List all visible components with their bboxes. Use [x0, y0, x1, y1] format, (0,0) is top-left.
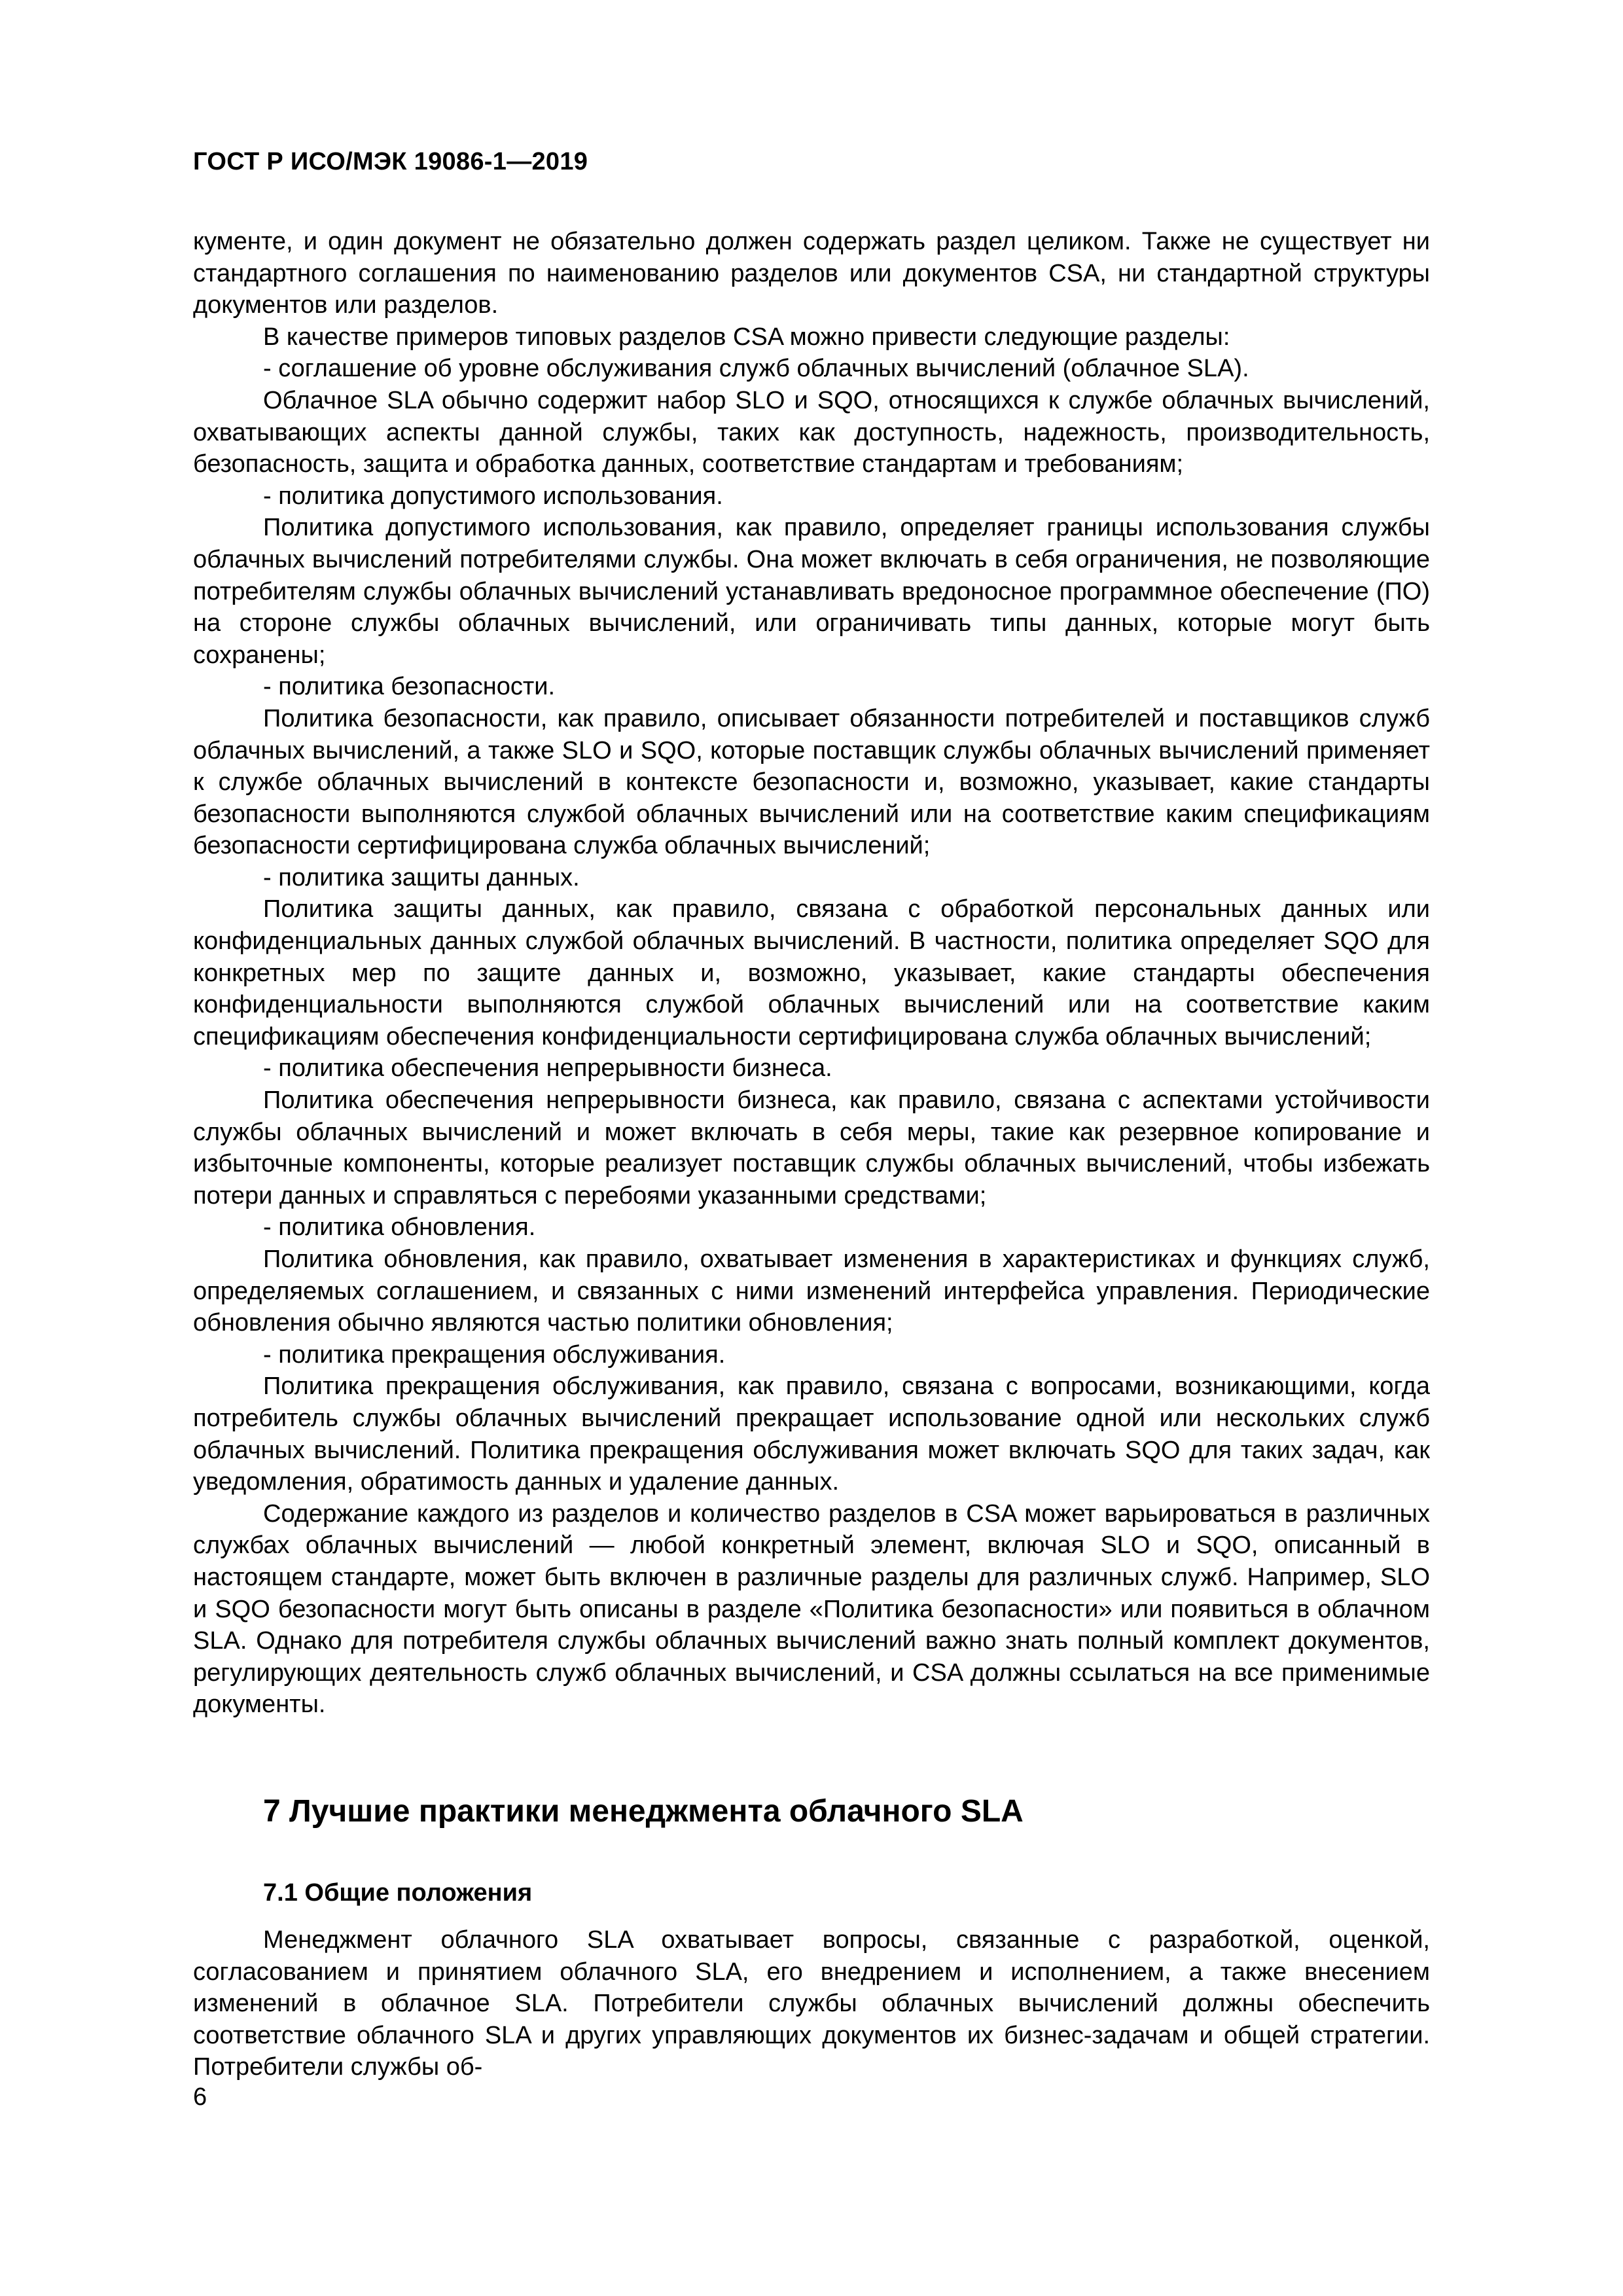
paragraph: Политика допустимого использования, как правило, определяет границы использования службы облачных вычислений потребителями службы. Она может включать в себя ограничения, не позволяющие потребителям службы облачных вычислений устанавливать вредоносное программное обеспечение (ПО) на стороне службы облачных вычислений, или ограничивать типы данных, которые могут быть сохранены; — [193, 514, 1430, 669]
paragraph: Политика защиты данных, как правило, связана с обработкой персональных данных или конфиденциальных данных службой облачных вычислений. В частности, политика определяет SQO для конкретных мер по защите данных и, возможно, указывает, какие стандарты обеспечения конфиденциальности выполняются службой облачных вычислений или на соответствие каким спецификациям обеспечения конфиденциальности сертифицирована служба облачных вычислений; — [193, 895, 1430, 1050]
paragraph: Политика прекращения обслуживания, как правило, связана с вопросами, возникающими, когда потребитель службы облачных вычислений прекращает использование одной или нескольких служб облачных вычислений. Политика прекращения обслуживания может включать SQO для таких задач, как уведомления, обратимость данных и удаление данных. — [193, 1372, 1430, 1496]
body-text — [193, 226, 1430, 1721]
subsection-heading: 7.1 Общие положения — [263, 1879, 533, 1907]
list-item: - политика обновления. — [263, 1213, 536, 1242]
paragraph: Политика обеспечения непрерывности бизнеса, как правило, связана с аспектами устойчивости службы облачных вычислений и может включать в себя меры, такие как резервное копирование и избыточные компоненты, которые реализует поставщик службы облачных вычислений, чтобы избежать потери данных и справляться с перебоями указанными средствами; — [193, 1086, 1430, 1210]
section-heading: 7 Лучшие практики менеджмента облачного SLA — [263, 1794, 1024, 1829]
paragraph: Облачное SLA обычно содержит набор SLO и SQO, относящихся к службе облачных вычислений, охватывающих аспекты данной службы, таких как доступность, надежность, производительность, безопасность, защита и обработка данных, соответствие стандартам и требованиям; — [193, 386, 1430, 478]
list-item: - политика защиты данных. — [263, 863, 580, 891]
document-code-header: ГОСТ Р ИСО/МЭК 19086-1—2019 — [193, 148, 588, 175]
list-item: - политика допустимого использования. — [263, 482, 723, 510]
list-item: - политика прекращения обслуживания. — [263, 1340, 726, 1369]
paragraph: В качестве примеров типовых разделов CSA можно привести следующие разделы: — [263, 323, 1230, 351]
page-number: 6 — [193, 2083, 207, 2111]
section-body-text — [193, 1924, 1430, 2083]
list-item: - политика безопасности. — [263, 673, 556, 701]
paragraph: Политика обновления, как правило, охватывает изменения в характеристиках и функциях служб, определяемых соглашением, и связанных с ними изменений интерфейса управления. Периодические обновления обычно являются частью политики обновления; — [193, 1246, 1430, 1337]
paragraph: Менеджмент облачного SLA охватывает вопросы, связанные с разработкой, оценкой, согласованием и принятием облачного SLA, его внедрением и исполнением, а также внесением изменений в облачное SLA. Потребители службы облачных вычислений должны обеспечить соответствие облачного SLA и других управляющих документов их бизнес-задачам и общей стратегии. Потребители службы об- — [193, 1926, 1430, 2081]
paragraph: Политика безопасности, как правило, описывает обязанности потребителей и поставщиков служб облачных вычислений, а также SLO и SQO, которые поставщик службы облачных вычислений применяет к службе облачных вычислений в контексте безопасности и, возможно, указывает, какие стандарты безопасности выполняются службой облачных вычислений или на соответствие каким спецификациям безопасности сертифицирована служба облачных вычислений; — [193, 704, 1430, 860]
list-item: - политика обеспечения непрерывности бизнеса. — [263, 1054, 832, 1083]
paragraph: Содержание каждого из разделов и количество разделов в CSA может варьироваться в различных службах облачных вычислений — любой конкретный элемент, включая SLO и SQO, описанный в настоящем стандарте, может быть включен в различные разделы для различных служб. Например, SLO и SQO безопасности могут быть описаны в разделе «Политика безопасности» или появиться в облачном SLA. Однако для потребителя службы облачных вычислений важно знать полный комплект документов, регулирующих деятельность служб облачных вычислений, и CSA должны ссылаться на все применимые документы. — [193, 1499, 1430, 1719]
list-item: - соглашение об уровне обслуживания служб облачных вычислений (облачное SLA). — [263, 355, 1249, 383]
paragraph: кументе, и один документ не обязательно должен содержать раздел целиком. Также не существует ни стандартного соглашения по наименованию разделов или документов CSA, ни стандартной структуры документов или разделов. — [193, 228, 1430, 319]
